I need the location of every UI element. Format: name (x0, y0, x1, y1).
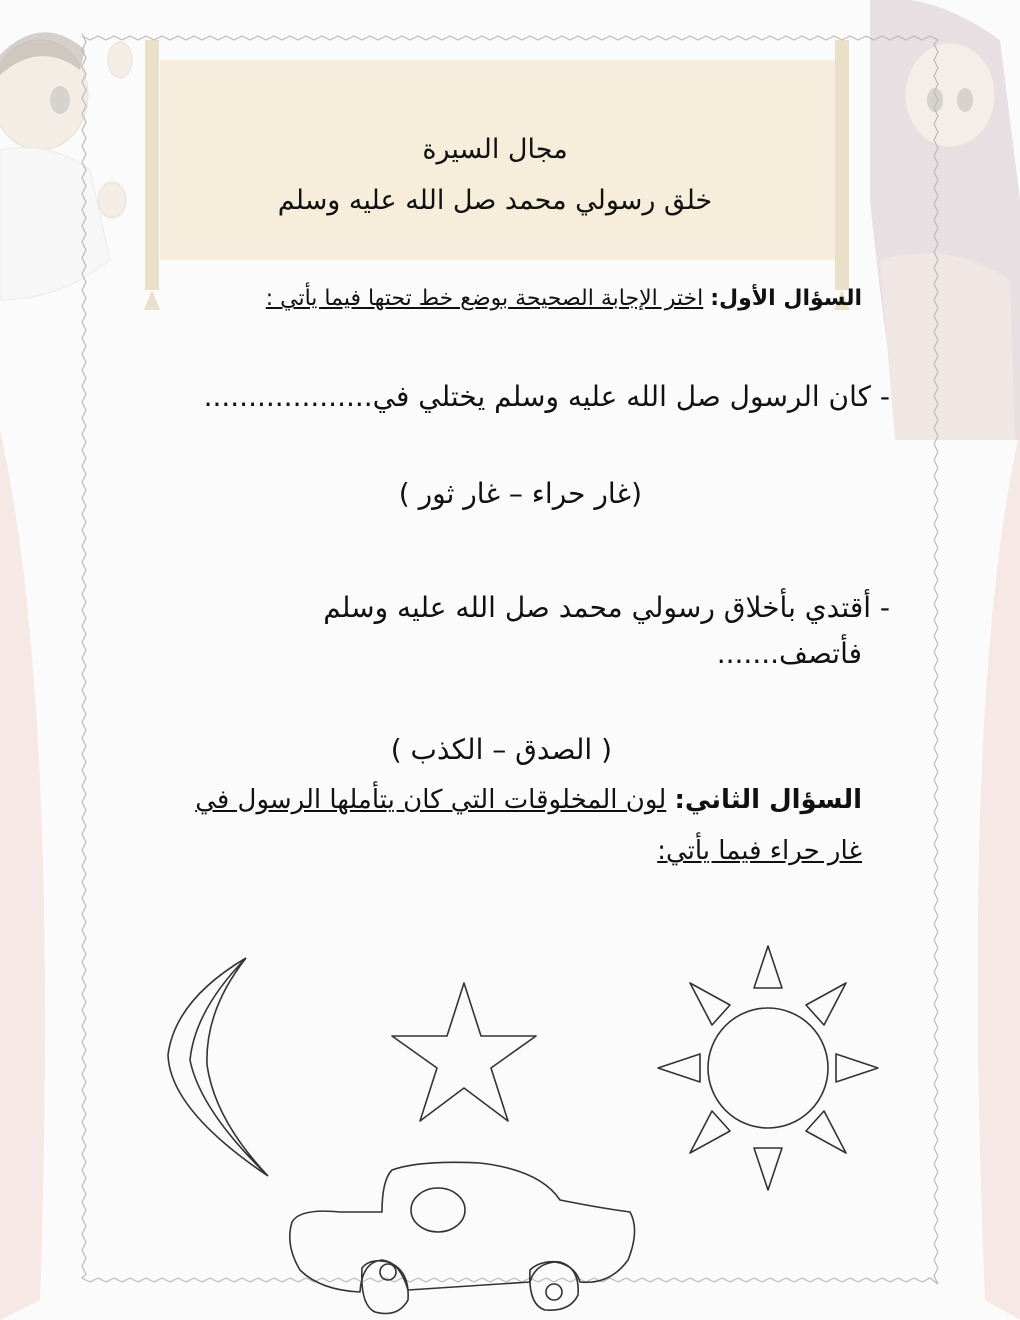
question1-item2-text-line1: - أقتدي بأخلاق رسولي محمد صل الله عليه وسلم (323, 591, 890, 624)
page-title: مجال السيرة (422, 134, 568, 165)
left-curtain (0, 430, 45, 1320)
boy-illustration (0, 32, 132, 300)
question1-item1-text: - كان الرسول صل الله عليه وسلم يختلي في................... (203, 380, 890, 413)
question1-item2-options: ( الصدق – الكذب ) (390, 733, 612, 766)
lesson-subtitle: خلق رسولي محمد صل الله عليه وسلم (277, 185, 713, 216)
right-curtain (978, 430, 1020, 1320)
car-drawing (290, 1162, 635, 1313)
girl-illustration (870, 0, 1020, 440)
star-drawing (392, 983, 536, 1121)
sun-drawing (658, 946, 878, 1190)
question1-header (266, 286, 862, 311)
question1-label: السؤال الأول: (710, 286, 862, 311)
question1-item2-text-line2: فأتصف....... (716, 637, 862, 670)
question2-instruction-line2: غار حراء فيما يأتي: (657, 836, 862, 866)
question2-instruction-line1: لون المخلوقات التي كان يتأملها الرسول في (195, 785, 667, 815)
question2-label: السؤال الثاني: (674, 785, 862, 815)
crescent-moon-drawing (168, 958, 268, 1176)
question1-instruction: اختر الإجابة الصحيحة بوضع خط تحتها فيما يأتي : (265, 286, 704, 311)
question1-item1-options: (غار حراء – غار ثور ) (398, 477, 642, 510)
question2-line1 (195, 785, 862, 815)
